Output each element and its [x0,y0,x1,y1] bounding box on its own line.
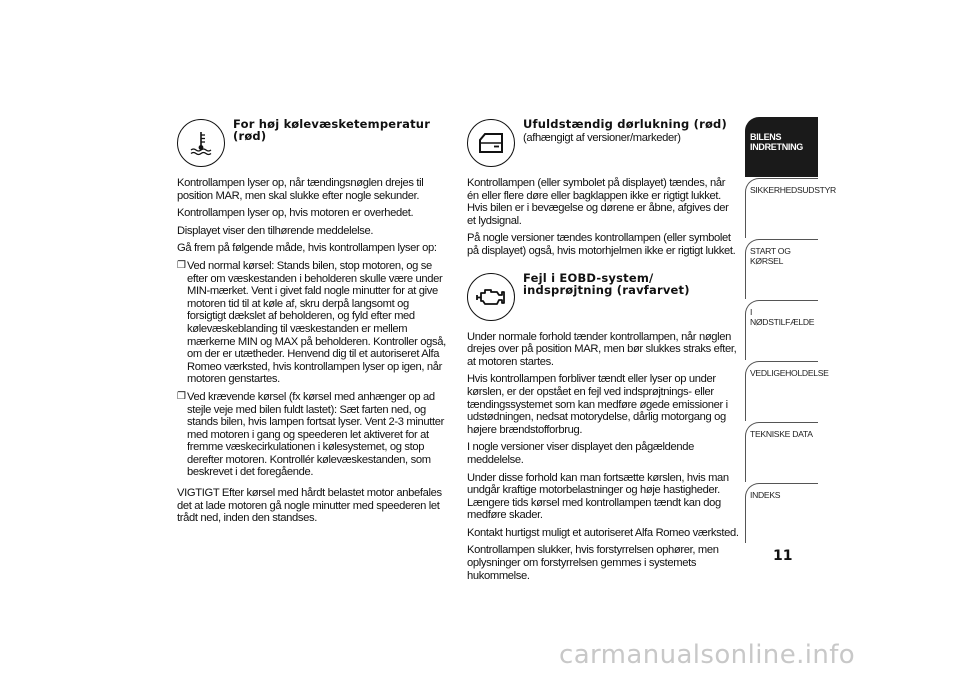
page-number: 11 [773,548,793,564]
right-column [467,118,739,587]
paragraph: Hvis kontrollampen forbliver tændt eller lyser op under kørslen, er der opstået en fejl ved indsprøjtnings- eller tændingssystemet som kan medføre øgede emissioner i udstødningen, nedsat motorydelse, dårlig motorgang og højere brændstofforbrug. [467,373,728,436]
engine-check-icon [467,273,515,321]
paragraph: Under disse forhold kan man fortsætte kørslen, hvis man undgår kraftige motorbelastninger og høje hastigheder. Længere tids kørsel med kontrollampen tændt kan dog medføre skader. [467,471,729,522]
bullet-mark: ❒ [177,259,186,271]
coolant-title: For høj kølevæsketemperatur (rød) [233,117,431,143]
chapter-tabs [745,117,836,545]
paragraph: Kontrollampen lyser op, hvis motoren er overhedet. [177,207,414,220]
paragraph: Kontrollampen slukker, hvis forstyrrelsen ophører, men oplysninger om forstyrrelsen gemmes i systemets hukommelse. [467,544,719,582]
tab-tekniske-data[interactable]: TEKNISKE DATA [745,422,818,482]
watermark: carmanualsonline.info [559,640,856,670]
paragraph: Displayet viser den tilhørende meddelelse. [177,224,374,237]
bullet-item [177,391,449,479]
tab-indeks[interactable]: INDEKS [745,483,818,543]
tab-vedligeholdelse[interactable]: VEDLIGEHOLDELSE [745,361,818,421]
door-subtitle: (afhængigt af versioner/markeder) [523,132,681,144]
coolant-temperature-icon [177,119,225,167]
tab-bilens-indretning[interactable]: BILENS INDRETNING [745,117,818,177]
coolant-section-header [177,118,449,167]
bullet-text: Ved normal kørsel: Stands bilen, stop motoren, og se efter om væskestanden i beholderen skulle være under MIN-mærket. Vent i givet fald nogle minutter for at give motoren tid til at køle af, skru derpå langsomt og forsigtigt dækslet af beholderen, og fyld efter med kølevæskeblanding til væskestanden er mellem mærkerne MIN og MAX på beholderen. Kontroller også, om der er utætheder. Henvend dig til et autoriseret Alfa Romeo værksted, hvis kontrollampen lyser op igen, når motoren genstartes. [187,259,446,386]
eobd-section-header [467,272,739,321]
paragraph: Gå frem på følgende måde, hvis kontrollampen lyser op: [177,242,437,255]
bullet-item [177,260,449,386]
tab-sikkerhedsudstyr[interactable]: SIKKERHEDSUDSTYR [745,178,818,238]
paragraph: Kontrollampen lyser op, når tændingsnøglen drejes til position MAR, men skal slukke efter nogle sekunder. [177,177,424,202]
door-section-header [467,118,739,167]
paragraph: Under normale forhold tænder kontrollampen, når nøglen drejes over på position MAR, men bør slukkes straks efter, at motoren startes. [467,330,737,368]
door-title: Ufuldstændig dørlukning (rød) [523,117,727,131]
bullet-mark: ❒ [177,390,186,402]
paragraph: I nogle versioner viser displayet den pågældende meddelelse. [467,441,694,466]
eobd-title: Fejl i EOBD-system/ indsprøjtning (ravfarvet) [523,270,690,297]
bullet-text: Ved krævende kørsel (fx kørsel med anhænger op ad stejle veje med bilen fuldt lastet): Sæt farten ned, og stands bilen, hvis lampen fortsat lyser. Vent 2-3 minutter med motoren i gang og speederen let aktiveret for at fremme væskecirkulationen i kølesystemet, og stop derefter motoren. Kontrollér kølevæskestanden, som beskrevet i det foregående. [187,390,445,479]
tab-i-nodstilfaelde[interactable]: I NØDSTILFÆLDE [745,300,818,360]
paragraph: Kontrollampen (eller symbolet på displayet) tændes, når én eller flere døre eller bagklappen ikke er rigtigt lukket. Hvis bilen er i bevægelse og dørene er åbne, afgives der et lydsignal. [467,177,729,227]
tab-start-og-korsel[interactable]: START OG KØRSEL [745,239,818,299]
paragraph: På nogle versioner tændes kontrollampen (eller symbolet på displayet) også, hvis motorhjelmen ikke er rigtigt lukket. [467,232,736,257]
paragraph: Kontakt hurtigst muligt et autoriseret Alfa Romeo værksted. [467,526,739,539]
left-column [177,118,449,530]
important-note: VIGTIGT Efter kørsel med hårdt belastet motor anbefales det at lade motoren gå nogle minutter med speederen let trådt ned, inden den standses. [177,487,442,525]
open-door-icon [467,119,515,167]
